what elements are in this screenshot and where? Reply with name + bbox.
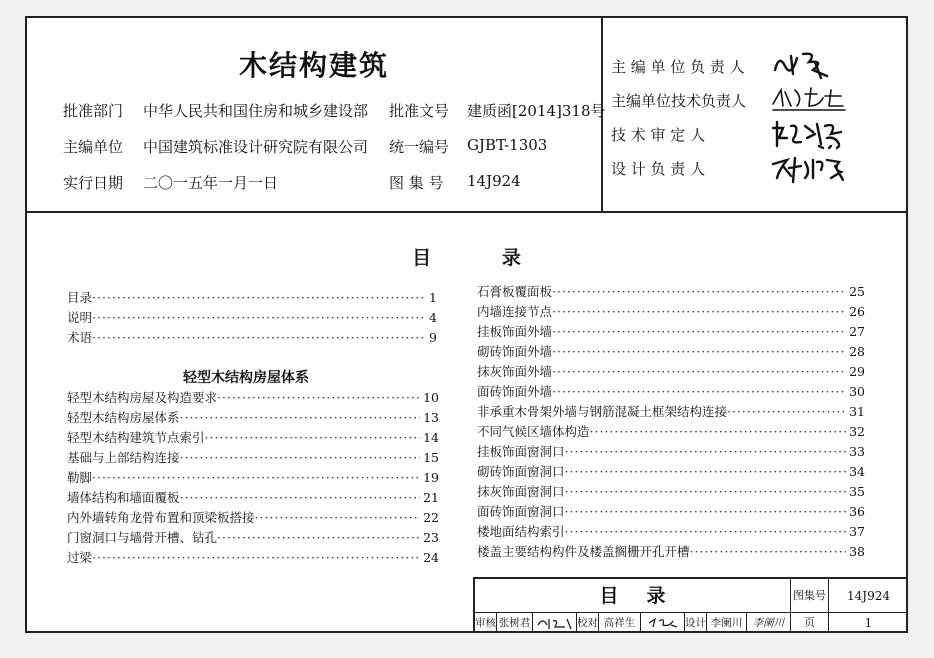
toc-entry-page: 25: [849, 284, 865, 299]
toc-entry-title: 目录: [67, 290, 93, 305]
drawing-sheet: [25, 16, 908, 633]
toc-entry-page: 34: [849, 464, 865, 479]
toc-entry[interactable]: [477, 522, 865, 541]
toc-entry[interactable]: [477, 322, 865, 341]
toc-entry-page: 23: [423, 530, 439, 545]
chief-unit-head-label: 主 编 单 位 负 责 人: [611, 58, 745, 76]
design-signature: 李阑川: [747, 613, 791, 633]
title-block-title-char: 录: [646, 585, 666, 607]
toc-entry[interactable]: [67, 388, 439, 407]
approval-doc-value: 建质函[2014]318号: [467, 102, 606, 120]
toc-entry[interactable]: [67, 548, 439, 567]
atlas-no-label-cell: 图集号: [791, 579, 829, 613]
toc-entry[interactable]: [477, 402, 865, 421]
toc-entry-page: 27: [849, 324, 865, 339]
toc-entry-title: 墙体结构和墙面覆板: [67, 490, 180, 505]
review-name: 张树君: [497, 613, 533, 633]
toc-entry-page: 22: [423, 510, 439, 525]
toc-entry[interactable]: [477, 422, 865, 441]
page-value-cell: 1: [864, 616, 873, 630]
toc-entry[interactable]: [67, 508, 439, 527]
toc-entry-title: 楼地面结构索引: [477, 524, 565, 539]
toc-entry-page: 37: [849, 524, 865, 539]
toc-entry-title: 过梁: [67, 550, 93, 565]
toc-entry-page: 38: [849, 544, 865, 559]
proof-label: 校对: [577, 613, 599, 633]
toc-entry-title: 内墙连接节点: [477, 304, 553, 319]
design-label: 设计: [685, 613, 707, 633]
proof-signature: [641, 613, 685, 633]
proof-name: 高祥生: [599, 613, 641, 633]
toc-entry[interactable]: [477, 502, 865, 521]
toc-entry[interactable]: [477, 382, 865, 401]
review-signature-mark: [535, 613, 575, 631]
toc-entry-title: 砌砖饰面外墙: [477, 344, 553, 359]
toc-entry-title: 非承重木骨架外墙与钢筋混凝土框架结构连接: [477, 404, 728, 419]
toc-entry-title: 轻型木结构房屋体系: [67, 410, 180, 425]
toc-entry-page: 19: [423, 470, 439, 485]
approval-dept-value: 中华人民共和国住房和城乡建设部: [143, 102, 369, 120]
toc-entry-page: 28: [849, 344, 865, 359]
toc-section-title: 轻型木结构房屋体系: [183, 370, 309, 386]
toc-entry-title: 不同气候区墙体构造: [477, 424, 590, 439]
toc-entry-page: 36: [849, 504, 865, 519]
toc-entry[interactable]: [477, 482, 865, 501]
toc-entry[interactable]: [67, 408, 439, 427]
effective-date-value: 二〇一五年一月一日: [143, 174, 279, 192]
editor-unit-value: 中国建筑标准设计研究院有限公司: [143, 138, 369, 156]
toc-entry-page: 13: [423, 410, 439, 425]
toc-entry[interactable]: [477, 302, 865, 321]
toc-entry-title: 楼盖主要结构构件及楼盖搁栅开孔开槽: [477, 544, 690, 559]
toc-entry-title: 石膏板覆面板: [477, 284, 553, 299]
header-vertical-divider: [601, 18, 603, 211]
signature-chief-unit-head: [769, 48, 839, 80]
toc-entry-page: 21: [423, 490, 439, 505]
review-label: 审核: [475, 613, 497, 633]
toc-entry-page: 24: [423, 550, 439, 565]
title-block: [473, 577, 908, 633]
toc-entry-page: 35: [849, 484, 865, 499]
title-block-title: [475, 579, 791, 613]
toc-entry[interactable]: [67, 308, 437, 327]
toc-entry-page: 30: [849, 384, 865, 399]
toc-entry-title: 抹灰饰面外墙: [477, 364, 553, 379]
toc-entry-title: 勒脚: [67, 470, 93, 485]
signature-design-head: [769, 152, 849, 186]
toc-entry[interactable]: [67, 428, 439, 447]
approval-dept-label: 批准部门: [63, 102, 124, 120]
toc-entry[interactable]: [67, 448, 439, 467]
page-label-cell: 页: [791, 613, 829, 633]
design-name: 李阑川: [707, 613, 747, 633]
toc-entry[interactable]: [67, 468, 439, 487]
toc-entry[interactable]: [67, 528, 439, 547]
toc-entry-page: 31: [849, 404, 865, 419]
chief-tech-head-label: 主编单位技术负责人: [611, 92, 747, 110]
toc-entry[interactable]: [477, 442, 865, 461]
unified-no-label: 统一编号: [389, 138, 450, 156]
toc-entry[interactable]: [477, 342, 865, 361]
toc-heading-char: 录: [501, 247, 521, 269]
effective-date-label: 实行日期: [63, 174, 124, 192]
approval-doc-label: 批准文号: [389, 102, 450, 120]
toc-entry-title: 基础与上部结构连接: [67, 450, 180, 465]
toc-entry-title: 轻型木结构房屋及构造要求: [67, 390, 218, 405]
toc-entry-page: 9: [429, 330, 437, 345]
toc-entry-page: 10: [423, 390, 439, 405]
toc-entry-page: 14: [423, 430, 439, 445]
toc-entry-title: 术语: [67, 330, 93, 345]
toc-heading-char: 目: [412, 247, 432, 269]
toc-entry[interactable]: [477, 362, 865, 381]
tech-reviewer-label: 技 术 审 定 人: [611, 126, 706, 144]
unified-no-value: GJBT-1303: [467, 136, 548, 154]
atlas-no-value-cell: 14J924: [829, 579, 908, 613]
toc-entry[interactable]: [477, 282, 865, 301]
toc-entry-page: 26: [849, 304, 865, 319]
toc-entry-title: 挂板饰面外墙: [477, 324, 553, 339]
toc-entry-title: 轻型木结构建筑节点索引: [67, 430, 205, 445]
title-block-title-char: 目: [599, 585, 619, 607]
toc-entry-page: 33: [849, 444, 865, 459]
toc-entry-title: 面砖饰面窗洞口: [477, 504, 565, 519]
toc-heading: [27, 243, 906, 270]
toc-entry[interactable]: [477, 462, 865, 481]
toc-entry-title: 说明: [67, 310, 93, 325]
toc-entry-page: 15: [423, 450, 439, 465]
atlas-no-label: 图 集 号: [389, 174, 444, 192]
toc-entry-page: 29: [849, 364, 865, 379]
toc-entry-page: 4: [429, 310, 437, 325]
proof-signature-mark: [643, 613, 683, 631]
toc-entry-title: 砌砖饰面窗洞口: [477, 464, 565, 479]
toc-entry-title: 抹灰饰面窗洞口: [477, 484, 565, 499]
toc-entry-title: 面砖饰面外墙: [477, 384, 553, 399]
atlas-no-value: 14J924: [467, 172, 521, 190]
toc-entry-title: 内外墙转角龙骨布置和顶梁板搭接: [67, 510, 255, 525]
title-block-signoff-row: [475, 613, 791, 633]
signature-tech-reviewer: [769, 118, 849, 150]
toc-entry-page: 32: [849, 424, 865, 439]
editor-unit-label: 主编单位: [63, 138, 124, 156]
toc-entry[interactable]: [477, 542, 865, 561]
design-head-label: 设 计 负 责 人: [611, 160, 706, 178]
toc-entry[interactable]: [67, 488, 439, 507]
toc-entry-title: 挂板饰面窗洞口: [477, 444, 565, 459]
toc-entry-title: 门窗洞口与墙骨开槽、钻孔: [67, 530, 218, 545]
atlas-title: 木结构建筑: [238, 49, 389, 82]
toc-entry[interactable]: [67, 328, 437, 347]
toc-entry[interactable]: [67, 288, 437, 307]
signature-chief-tech-head: [769, 84, 849, 114]
review-signature: [533, 613, 577, 633]
toc-entry-page: 1: [429, 290, 437, 305]
header-bottom-divider: [27, 211, 906, 213]
